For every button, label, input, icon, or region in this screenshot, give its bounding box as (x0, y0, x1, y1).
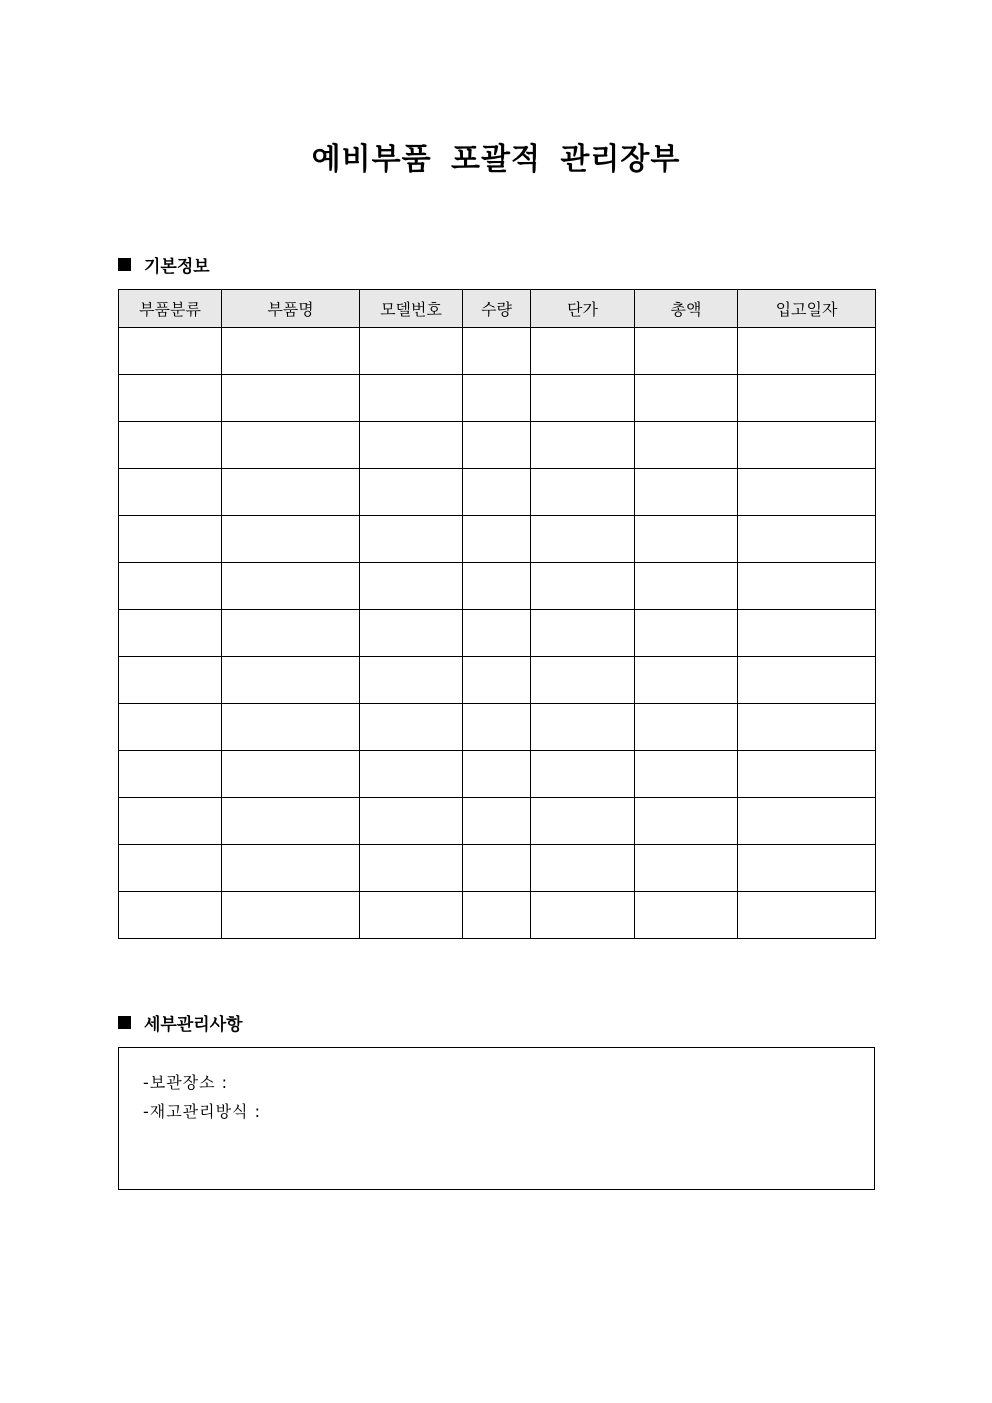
table-cell[interactable] (463, 892, 531, 939)
table-cell[interactable] (738, 469, 876, 516)
table-row (119, 610, 876, 657)
table-cell[interactable] (360, 610, 463, 657)
table-cell[interactable] (222, 563, 360, 610)
table-cell[interactable] (463, 422, 531, 469)
table-cell[interactable] (635, 563, 738, 610)
table-cell[interactable] (531, 798, 635, 845)
table-cell[interactable] (531, 422, 635, 469)
table-row (119, 516, 876, 563)
table-row (119, 328, 876, 375)
table-cell[interactable] (463, 845, 531, 892)
column-header-received-date: 입고일자 (738, 290, 876, 328)
table-cell[interactable] (635, 798, 738, 845)
table-cell[interactable] (119, 328, 222, 375)
table-cell[interactable] (222, 845, 360, 892)
table-cell[interactable] (738, 892, 876, 939)
table-cell[interactable] (119, 375, 222, 422)
table-cell[interactable] (360, 892, 463, 939)
table-cell[interactable] (360, 375, 463, 422)
table-header-row (119, 290, 876, 328)
table-row (119, 798, 876, 845)
page-title: 예비부품 포괄적 관리장부 (311, 142, 681, 177)
table-cell[interactable] (463, 704, 531, 751)
table-cell[interactable] (119, 704, 222, 751)
table-cell[interactable] (360, 516, 463, 563)
table-row (119, 845, 876, 892)
table-cell[interactable] (119, 610, 222, 657)
table-cell[interactable] (463, 469, 531, 516)
table-cell[interactable] (360, 657, 463, 704)
table-cell[interactable] (531, 892, 635, 939)
column-header-total: 총액 (635, 290, 738, 328)
table-cell[interactable] (738, 328, 876, 375)
table-row (119, 751, 876, 798)
table-row (119, 657, 876, 704)
table-cell[interactable] (531, 375, 635, 422)
table-cell[interactable] (531, 469, 635, 516)
table-cell[interactable] (222, 422, 360, 469)
table-cell[interactable] (738, 657, 876, 704)
table-cell[interactable] (531, 657, 635, 704)
details-heading (118, 1010, 243, 1035)
table-cell[interactable] (119, 657, 222, 704)
column-header-unit-price: 단가 (531, 290, 635, 328)
square-bullet-icon (118, 258, 131, 271)
table-row (119, 469, 876, 516)
table-cell[interactable] (635, 516, 738, 563)
table-cell[interactable] (738, 845, 876, 892)
table-row (119, 563, 876, 610)
table-cell[interactable] (738, 563, 876, 610)
table-cell[interactable] (635, 657, 738, 704)
basic-info-heading-label: 기본정보 (144, 257, 210, 277)
square-bullet-icon (118, 1016, 131, 1029)
table-cell[interactable] (738, 375, 876, 422)
table-cell[interactable] (635, 704, 738, 751)
table-cell[interactable] (222, 516, 360, 563)
table-cell[interactable] (222, 892, 360, 939)
table-cell[interactable] (463, 375, 531, 422)
storage-location-label: -보관장소 : (143, 1073, 229, 1092)
table-cell[interactable] (360, 704, 463, 751)
table-cell[interactable] (738, 610, 876, 657)
table-cell[interactable] (463, 610, 531, 657)
table-cell[interactable] (463, 798, 531, 845)
column-header-category: 부품분류 (119, 290, 222, 328)
table-cell[interactable] (360, 469, 463, 516)
table-cell[interactable] (360, 751, 463, 798)
table-cell[interactable] (531, 516, 635, 563)
table-cell[interactable] (222, 751, 360, 798)
table-cell[interactable] (222, 469, 360, 516)
table-row (119, 892, 876, 939)
table-cell[interactable] (119, 422, 222, 469)
table-cell[interactable] (531, 704, 635, 751)
table-cell[interactable] (222, 798, 360, 845)
table-cell[interactable] (360, 422, 463, 469)
table-row (119, 422, 876, 469)
table-cell[interactable] (635, 845, 738, 892)
table-cell[interactable] (738, 422, 876, 469)
table-row (119, 704, 876, 751)
table-cell[interactable] (222, 328, 360, 375)
table-row (119, 375, 876, 422)
table-cell[interactable] (360, 845, 463, 892)
table-cell[interactable] (635, 328, 738, 375)
table-cell[interactable] (360, 328, 463, 375)
table-cell[interactable] (635, 422, 738, 469)
table-cell[interactable] (119, 892, 222, 939)
table-cell[interactable] (119, 516, 222, 563)
table-cell[interactable] (635, 375, 738, 422)
table-cell[interactable] (119, 845, 222, 892)
table-cell[interactable] (463, 516, 531, 563)
table-cell[interactable] (531, 751, 635, 798)
table-cell[interactable] (119, 469, 222, 516)
details-heading-label: 세부관리사항 (144, 1015, 243, 1035)
table-cell[interactable] (222, 657, 360, 704)
table-cell[interactable] (119, 751, 222, 798)
table-cell[interactable] (738, 751, 876, 798)
parts-ledger-table (118, 289, 876, 939)
table-cell[interactable] (360, 798, 463, 845)
table-cell[interactable] (531, 845, 635, 892)
table-cell[interactable] (222, 704, 360, 751)
table-cell[interactable] (531, 563, 635, 610)
table-cell[interactable] (738, 704, 876, 751)
table-cell[interactable] (635, 610, 738, 657)
table-cell[interactable] (635, 892, 738, 939)
table-cell[interactable] (738, 516, 876, 563)
table-cell[interactable] (222, 610, 360, 657)
stock-method-label: -재고관리방식 : (143, 1102, 261, 1121)
table-cell[interactable] (531, 328, 635, 375)
table-cell[interactable] (222, 375, 360, 422)
table-cell[interactable] (119, 563, 222, 610)
basic-info-heading (118, 252, 210, 277)
table-cell[interactable] (463, 657, 531, 704)
table-cell[interactable] (635, 469, 738, 516)
table-cell[interactable] (531, 610, 635, 657)
column-header-quantity: 수량 (463, 290, 531, 328)
table-cell[interactable] (463, 328, 531, 375)
column-header-part-name: 부품명 (222, 290, 360, 328)
table-cell[interactable] (463, 751, 531, 798)
table-cell[interactable] (635, 751, 738, 798)
column-header-model-number: 모델번호 (360, 290, 463, 328)
table-cell[interactable] (360, 563, 463, 610)
details-box[interactable] (118, 1047, 875, 1190)
table-cell[interactable] (463, 563, 531, 610)
table-cell[interactable] (119, 798, 222, 845)
table-cell[interactable] (738, 798, 876, 845)
